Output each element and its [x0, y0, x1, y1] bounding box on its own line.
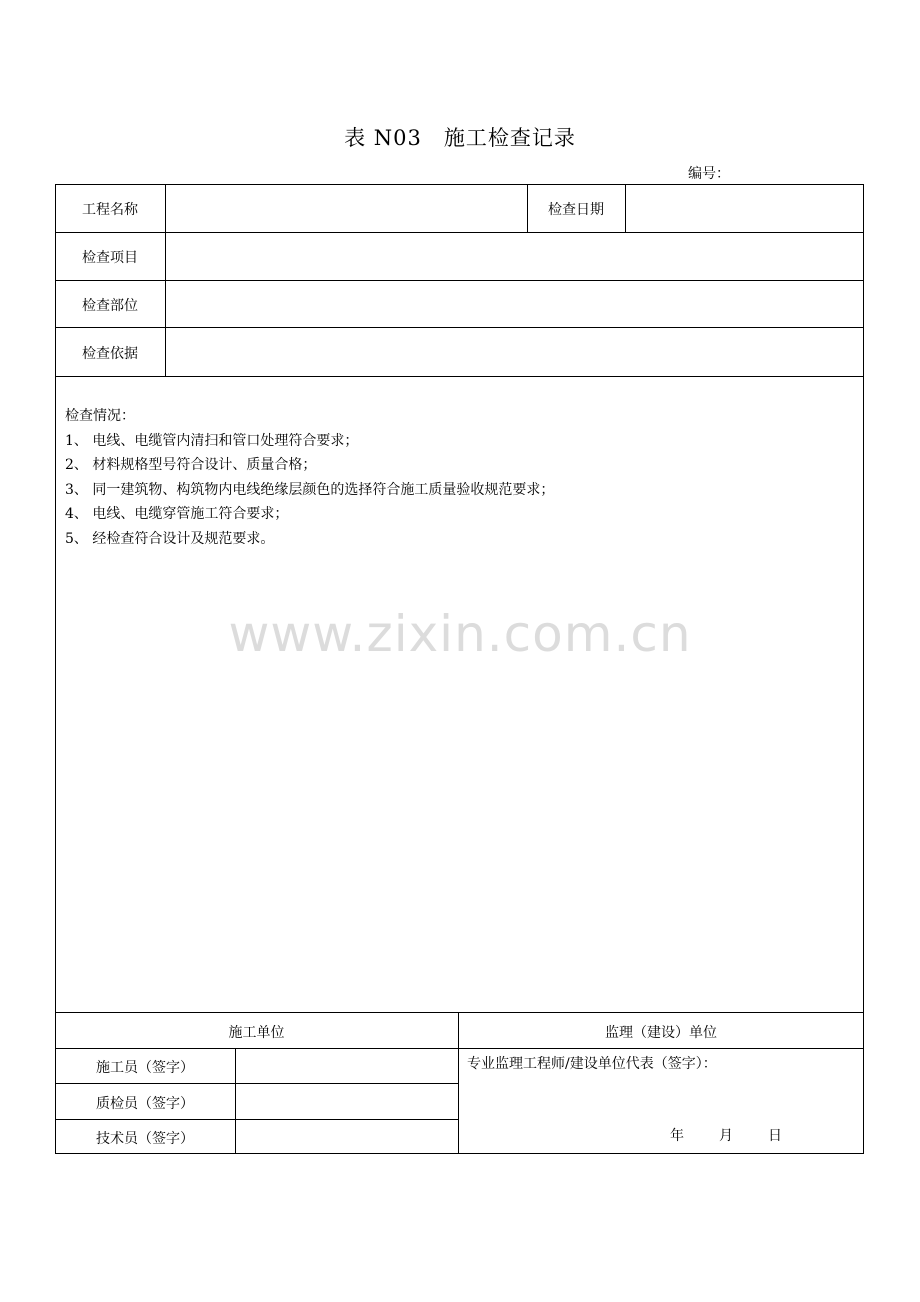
date-month-label: 月 — [719, 1128, 733, 1144]
quality-inspector-signature-field[interactable] — [240, 1090, 453, 1112]
technician-signature-field[interactable] — [240, 1125, 453, 1147]
check-date-label: 检查日期 — [548, 202, 604, 218]
inspection-item: 4、 电线、电缆穿管施工符合要求； — [65, 506, 289, 522]
check-basis-label: 检查依据 — [82, 346, 138, 362]
inspection-item: 3、 同一建筑物、构筑物内电线绝缘层颜色的选择符合施工质量验收规范要求； — [65, 481, 555, 498]
date-year-label: 年 — [670, 1128, 684, 1144]
watermark: www.zixin.com.cn — [228, 605, 692, 663]
check-location-field[interactable] — [170, 295, 860, 315]
quality-inspector-signature-label: 质检员（签字） — [96, 1096, 194, 1112]
inspection-item: 2、 材料规格型号符合设计、质量合格； — [65, 457, 317, 473]
construction-unit-header: 施工单位 — [228, 1025, 285, 1041]
check-item-field[interactable] — [170, 247, 860, 267]
page-title: 表 N03 施工检查记录 — [344, 126, 576, 150]
inspection-notes — [65, 404, 554, 551]
record-number-label: 编号： — [688, 166, 730, 182]
date-day-label: 日 — [768, 1128, 782, 1144]
inspection-item: 5、 经检查符合设计及规范要求。 — [65, 530, 275, 547]
check-location-label: 检查部位 — [82, 298, 138, 314]
check-date-field[interactable] — [630, 199, 858, 219]
constructor-signature-label: 施工员（签字） — [96, 1060, 194, 1076]
inspection-form-table — [55, 184, 864, 1154]
supervisor-signature-label: 专业监理工程师/建设单位代表（签字）： — [467, 1056, 717, 1072]
check-item-label: 检查项目 — [82, 250, 138, 266]
check-basis-field[interactable] — [170, 343, 860, 363]
project-name-field[interactable] — [170, 199, 522, 219]
inspection-item: 1、 电线、电缆管内清扫和管口处理符合要求； — [65, 432, 359, 449]
constructor-signature-field[interactable] — [240, 1055, 453, 1077]
inspection-heading: 检查情况： — [65, 408, 135, 424]
technician-signature-label: 技术员（签字） — [96, 1131, 194, 1147]
project-name-label: 工程名称 — [82, 202, 138, 218]
supervision-unit-header: 监理（建设）单位 — [605, 1025, 717, 1041]
